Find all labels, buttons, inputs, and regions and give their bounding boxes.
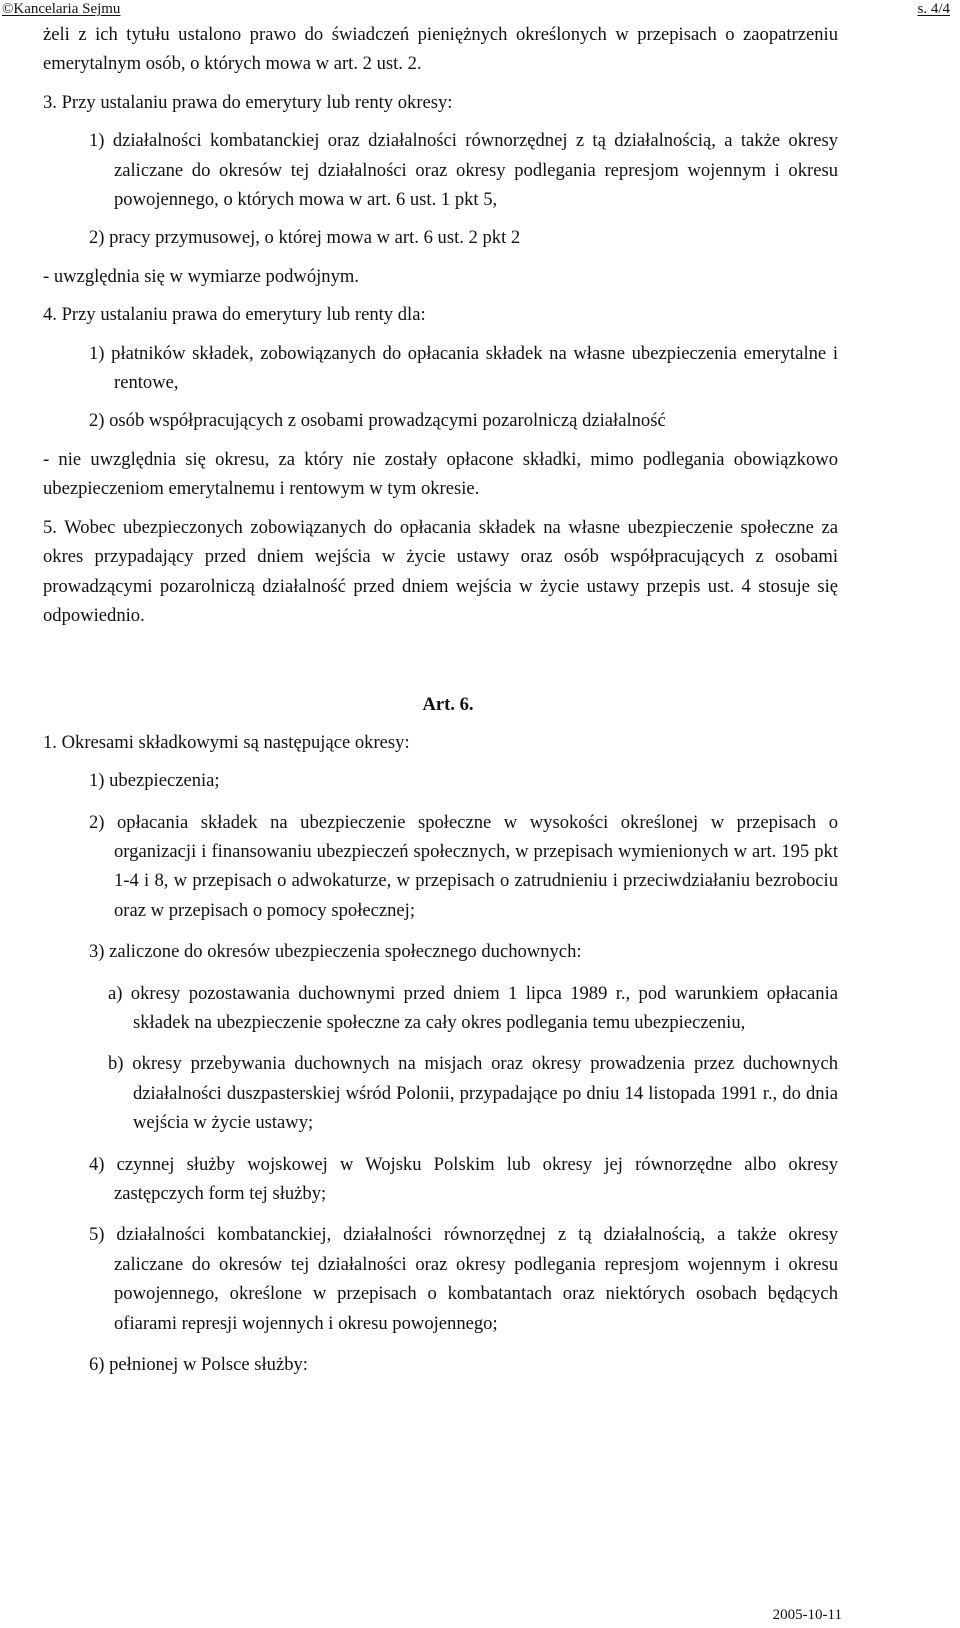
paragraph-a1-2: 2) opłacania składek na ubezpieczenie społeczne w wysokości określonej w przepisach o organizacji i finansowaniu ubezpieczeń społecznych, w przepisach wymienionych w art. 195 pkt 1-4 i 8, w przepisach o adwokaturze, w przepisach o zatrudnieniu i przeciwdziałaniu bezrobociu oraz w przepisach o pomocy społecznej; <box>89 811 838 921</box>
footer-date: 2005-10-11 <box>772 1607 842 1623</box>
paragraph-a1-3b: b) okresy przebywania duchownych na misjach oraz okresy prowadzenia przez duchownych działalności duszpasterskiej wśród Polonii, przypadające po dniu 14 listopada 1991 r., do dnia wejścia w życie ustawy; <box>108 1053 838 1134</box>
paragraph-a1-3a: a) okresy pozostawania duchownymi przed dniem 1 lipca 1989 r., pod warunkiem opłacania składek na ubezpieczenie społeczne za cały okres podlegania temu ubezpieczeniu, <box>108 982 838 1033</box>
paragraph-a1-1: 1) ubezpieczenia; <box>89 770 220 792</box>
paragraph-cont: żeli z ich tytułu ustalono prawo do świadczeń pieniężnych określonych w przepisach o zaopatrzeniu emerytalnym osób, o których mowa w art. 2 ust. 2. <box>43 24 838 75</box>
paragraph-p4-1: 1) płatników składek, zobowiązanych do opłacania składek na własne ubezpieczenia emerytalne i rentowe, <box>89 342 838 394</box>
paragraph-p3: 3. Przy ustalaniu prawa do emerytury lub renty okresy: <box>43 91 453 113</box>
header-copyright: ©Kancelaria Sejmu <box>2 1 121 17</box>
paragraph-p4: 4. Przy ustalaniu prawa do emerytury lub renty dla: <box>43 304 426 326</box>
paragraph-a1-6: 6) pełnionej w Polsce służby: <box>89 1354 308 1376</box>
paragraph-a1: 1. Okresami składkowymi są następujące okresy: <box>43 731 410 753</box>
header-left <box>2 0 120 18</box>
paragraph-p3-end: - uwzględnia się w wymiarze podwójnym. <box>43 265 360 287</box>
paragraph-p5: 5. Wobec ubezpieczonych zobowiązanych do opłacania składek na własne ubezpieczenie społeczne za okres przypadający przed dniem wejścia w życie ustawy oraz osób współpracujących z osobami prowadzącymi pozarolniczą działalność przed dniem wejścia w życie ustawy przepis ust. 4 stosuje się odpowiednio. <box>43 516 838 626</box>
document-body <box>43 20 838 1379</box>
paragraph-p4-2: 2) osób współpracujących z osobami prowadzącymi pozarolniczą działalność <box>89 410 666 432</box>
paragraph-a1-4: 4) czynnej służby wojskowej w Wojsku Polskim lub okresy jej równorzędne albo okresy zastępczych form tej służby; <box>89 1153 838 1204</box>
paragraph-p3-1: 1) działalności kombatanckiej oraz działalności równorzędnej z tą działalnością, a także okresy zaliczane do okresów tej działalności oraz okresy podlegania represjom wojennym i okresu powojennego, o których mowa w art. 6 ust. 1 pkt 5, <box>89 130 838 211</box>
paragraph-p4-end: - nie uwzględnia się okresu, za który nie zostały opłacone składki, mimo podlegania obowiązkowo ubezpieczeniom emerytalnemu i rentowym w tym okresie. <box>43 448 838 500</box>
paragraph-p3-2: 2) pracy przymusowej, o której mowa w art. 6 ust. 2 pkt 2 <box>89 227 521 249</box>
paragraph-art6: Art. 6. <box>422 694 474 716</box>
paragraph-a1-3: 3) zaliczone do okresów ubezpieczenia społecznego duchownych: <box>89 941 582 963</box>
header-page-number: s. 4/4 <box>917 1 950 17</box>
paragraph-a1-5: 5) działalności kombatanckiej, działalności równorzędnej z tą działalnością, a także okresy zaliczane do okresów tej działalności oraz okresy podlegania represjom wojennym i okresu powojennego, określone w przepisach o kombatantach oraz niektórych osobach będących ofiarami represji wojennych i okresu powojennego; <box>89 1224 838 1334</box>
